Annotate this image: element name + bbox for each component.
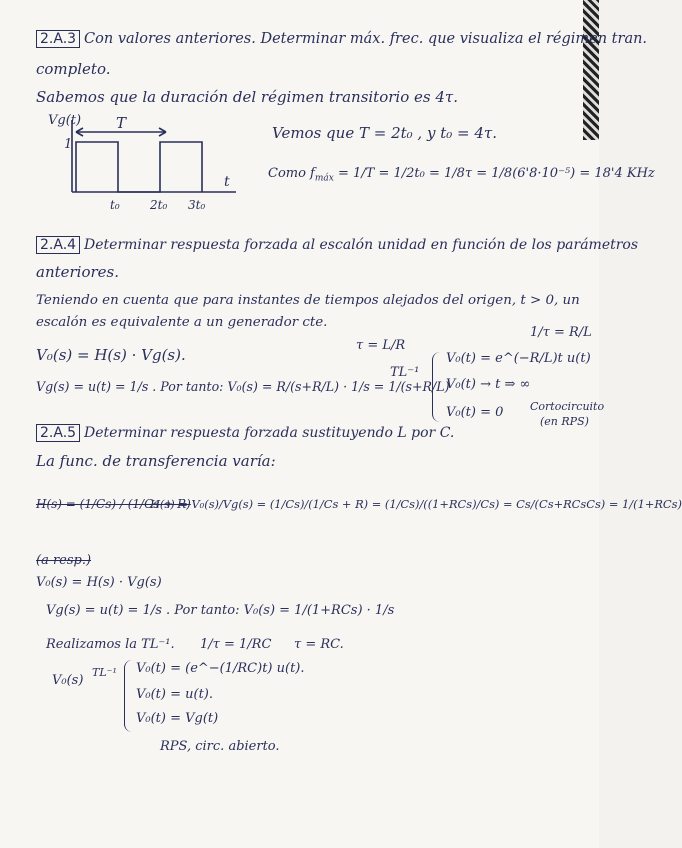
heading-2a4-line2: anteriores.	[36, 263, 120, 281]
section-number-2a5: 2.A.5	[36, 424, 80, 442]
heading-2a5-text: Determinar respuesta forzada sustituyendo L por C.	[84, 425, 455, 441]
rc-inverse-laplace-arrow: TL⁻¹	[92, 666, 117, 679]
plot-tick-t0: t₀	[110, 198, 120, 212]
square-wave-line	[76, 142, 202, 192]
heading-2a3-text: Con valores anteriores. Determinar máx. frec. que visualiza el régimen tran.	[84, 31, 648, 47]
plot-period-label: T	[116, 114, 127, 132]
rc-vo-s-label: V₀(s)	[52, 673, 84, 688]
rl-result-exponential: V₀(t) = e^(−R/L)t u(t)	[446, 351, 591, 366]
section-number-2a4: 2.A.4	[36, 236, 80, 254]
short-circuit-note: Cortocircuito	[530, 400, 605, 413]
transfer-change-line: La func. de transferencia varía:	[36, 452, 276, 470]
inverse-tau-rl-note: 1/τ = R/L	[530, 325, 592, 340]
inverse-laplace-arrow-label: TL⁻¹	[390, 365, 420, 380]
rc-transfer-function-chain: H(s) = V₀(s)/Vg(s) = (1/Cs)/(1/Cs + R) = (1/Cs)/((1+RCs)/Cs) = Cs/(Cs+RCsCs) = 1/(1+RCs)	[150, 497, 682, 511]
crossed-out-label: (a resp.)	[36, 553, 92, 568]
results-brace	[432, 352, 443, 422]
short-circuit-note2: (en RPS)	[540, 415, 589, 428]
heading-2a4	[36, 236, 638, 254]
page-edge-pattern	[583, 0, 599, 140]
plot-tick-3t0: 3t₀	[188, 198, 206, 212]
freq-eq-rest: = 1/T = 1/2t₀ = 1/8τ = 1/8(6'8·10⁻⁵) = 18'4 KHz	[333, 166, 655, 181]
tau-rc-note: τ = RC.	[294, 637, 344, 652]
heading-2a3-line2: completo.	[36, 60, 111, 78]
freq-eq-sub: máx	[314, 173, 334, 184]
rc-results-brace	[124, 660, 135, 732]
freq-eq-start: Como f	[268, 166, 315, 181]
rl-result-zero: V₀(t) = 0	[446, 405, 504, 420]
plot-one-label: 1	[64, 137, 73, 152]
vo-transfer-eq: V₀(s) = H(s) · Vg(s).	[36, 346, 186, 364]
heading-2a4-text: Determinar respuesta forzada al escalón unidad en función de los parámetros	[84, 237, 639, 253]
rc-vo-transfer-eq: V₀(s) = H(s) · Vg(s)	[36, 575, 162, 590]
period-relation-line: Vemos que T = 2t₀ , y t₀ = 4τ.	[272, 124, 497, 142]
heading-2a3	[36, 30, 647, 48]
open-circuit-note: RPS, circ. abierto.	[160, 739, 280, 754]
step-explanation-line2: escalón es equivalente a un generador cte.	[36, 315, 328, 330]
rc-result-vg: V₀(t) = Vg(t)	[136, 711, 219, 726]
crossed-out-transfer: H(s) = (1/Cs) / (1/Cs + R)	[36, 497, 191, 511]
rc-vg-step-eq: Vg(s) = u(t) = 1/s . Por tanto: V₀(s) = 1/(1+RCs) · 1/s	[46, 603, 395, 618]
transitory-duration-line: Sabemos que la duración del régimen transitorio es 4τ.	[36, 88, 458, 106]
heading-2a5	[36, 424, 454, 442]
inverse-laplace-line: Realizamos la TL⁻¹.	[46, 637, 175, 652]
rc-result-step: V₀(t) = u(t).	[136, 687, 213, 702]
inverse-tau-rc-note: 1/τ = 1/RC	[200, 637, 272, 652]
square-wave-plot	[36, 110, 251, 220]
vg-step-eq: Vg(s) = u(t) = 1/s . Por tanto: V₀(s) = R/(s+R/L) · 1/s = 1/(s+R/L)	[36, 379, 450, 394]
tau-rl-note: τ = L/R	[356, 338, 406, 353]
section-number-2a3: 2.A.3	[36, 30, 80, 48]
rl-result-limit: V₀(t) → t ⇒ ∞	[446, 377, 531, 392]
plot-tick-2t0: 2t₀	[150, 198, 168, 212]
plot-t-axis-label: t	[224, 174, 230, 190]
step-explanation-line1: Teniendo en cuenta que para instantes de tiempos alejados del origen, t > 0, un	[36, 293, 580, 308]
max-frequency-equation	[268, 165, 655, 188]
plot-ylabel: Vg(t)	[48, 113, 82, 128]
rc-result-exponential: V₀(t) = (e^−(1/RC)t) u(t).	[136, 661, 305, 676]
